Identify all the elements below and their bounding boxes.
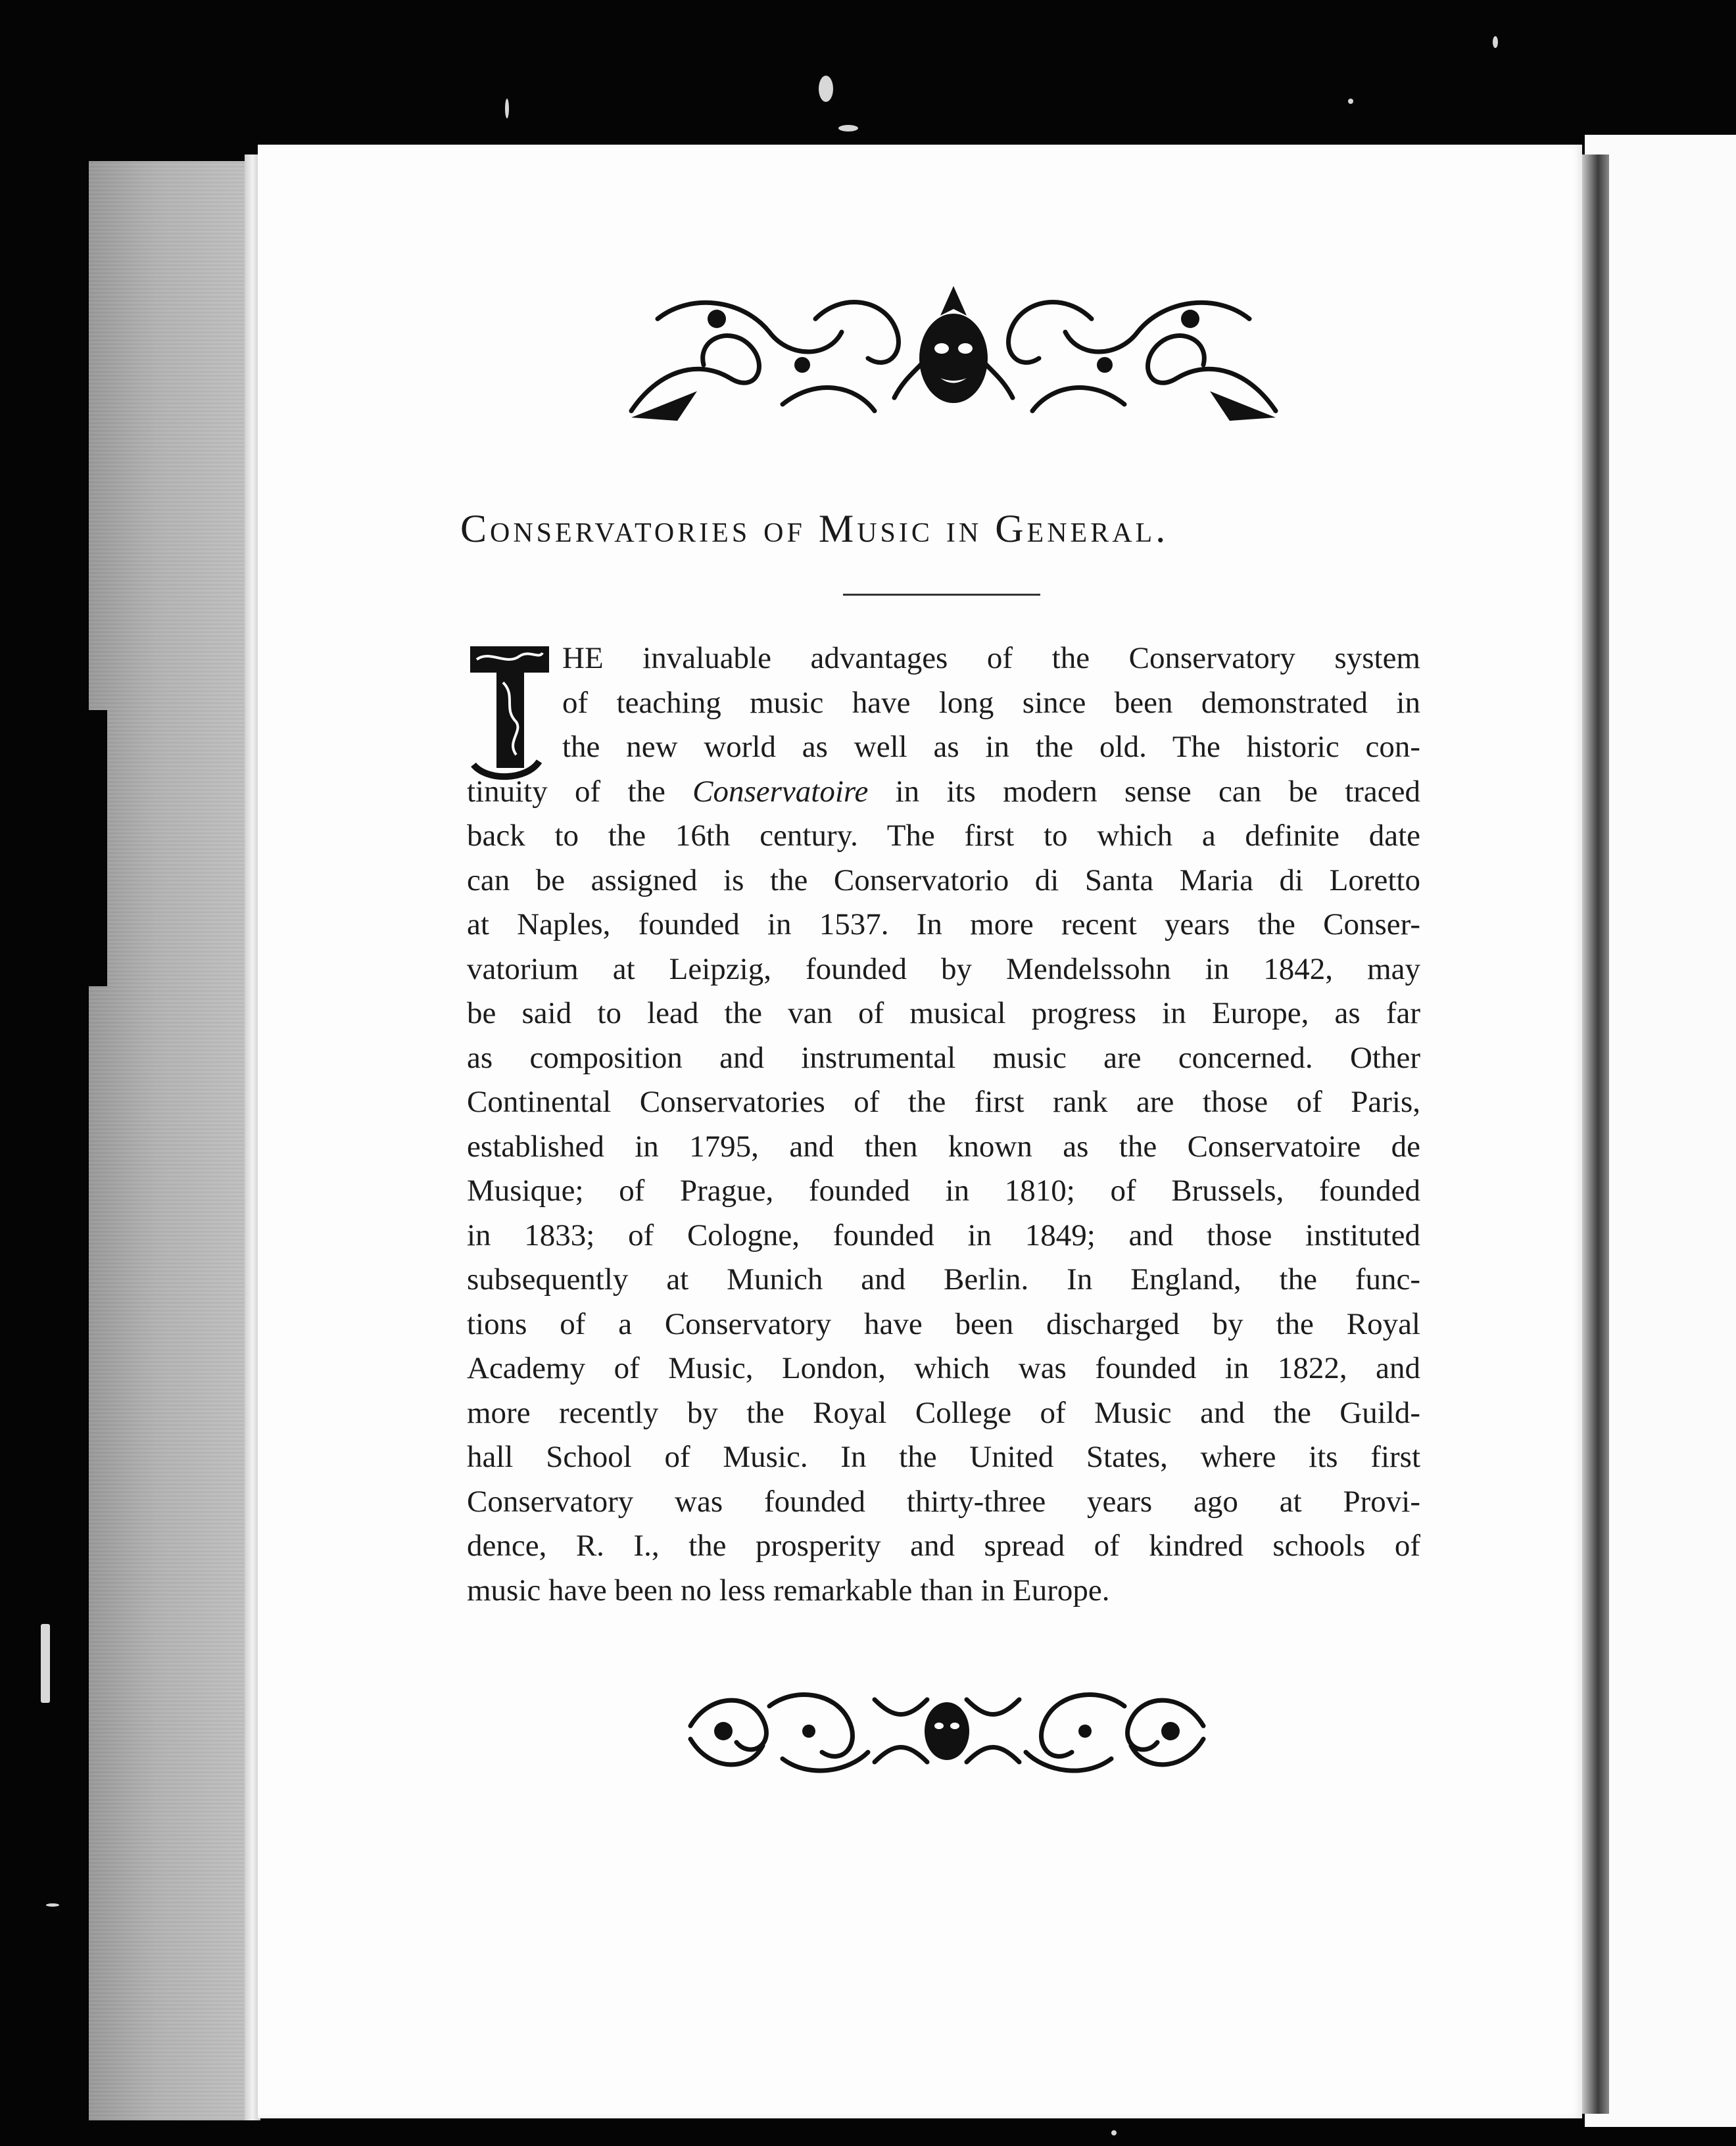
text-line: in 1833; of Cologne, founded in 1849; and those instituted <box>467 1218 1420 1252</box>
book-back-cover <box>89 161 260 2120</box>
italic-term: Conservatoire <box>692 774 869 809</box>
text-line: Conservatory was founded thirty-three years ago at Provi- <box>467 1484 1420 1519</box>
text-line: Musique; of Prague, founded in 1810; of Brussels, founded <box>467 1174 1420 1208</box>
scan-speck <box>41 1624 50 1703</box>
body-paragraph <box>467 636 1420 1613</box>
text-line: back to the 16th century. The first to which a definite date <box>467 819 1420 853</box>
text-line: subsequently at Munich and Berlin. In England, the func- <box>467 1262 1420 1297</box>
page-title: Conservatories of Music in General. <box>460 507 1169 550</box>
text-line: be said to lead the van of musical progress in Europe, as far <box>467 996 1420 1030</box>
text-line: vatorium at Leipzig, founded by Mendelssohn in 1842, may <box>467 951 1420 986</box>
top-ornament <box>618 279 1289 431</box>
text-line: at Naples, founded in 1537. In more recent years the Conser- <box>467 907 1420 942</box>
text-line: dence, R. I., the prosperity and spread of kindred schools of <box>467 1529 1420 1563</box>
text-line: of teaching music have long since been demonstrated in <box>562 685 1420 720</box>
scan-speck <box>1111 2130 1117 2135</box>
text-line: Continental Conservatories of the first rank are those of Paris, <box>467 1085 1420 1119</box>
cover-notch <box>89 710 107 986</box>
text-line: the new world as well as in the old. The historic con- <box>562 730 1420 764</box>
text-line: hall School of Music. In the United States, where its first <box>467 1440 1420 1474</box>
scan-speck <box>46 1903 59 1907</box>
bottom-ornament <box>684 1680 1210 1782</box>
text-line <box>467 770 1420 815</box>
scan-speck <box>819 76 833 102</box>
text-line: music have been no less remarkable than in Europe. <box>467 1573 1110 1608</box>
text-line: more recently by the Royal College of Music and the Guild- <box>467 1395 1420 1430</box>
text-line: HE invaluable advantages of the Conservatory system <box>562 641 1420 675</box>
text-line: Academy of Music, London, which was founded in 1822, and <box>467 1351 1420 1385</box>
text-span: in its modern sense can be traced <box>868 774 1420 809</box>
scan-speck <box>1493 36 1498 48</box>
scan-speck <box>838 125 858 131</box>
text-line: as composition and instrumental music are concerned. Other <box>467 1040 1420 1075</box>
text-span: tinuity of the <box>467 774 693 809</box>
scan-speck <box>1348 99 1353 104</box>
text-line: established in 1795, and then known as the Conservatoire de <box>467 1129 1420 1164</box>
title-rule <box>843 594 1040 596</box>
scan-speck <box>505 99 509 118</box>
text-line: can be assigned is the Conservatorio di Santa Maria di Loretto <box>467 863 1420 897</box>
text-line: tions of a Conservatory have been discharged by the Royal <box>467 1306 1420 1341</box>
book-gutter <box>1581 155 1609 2114</box>
